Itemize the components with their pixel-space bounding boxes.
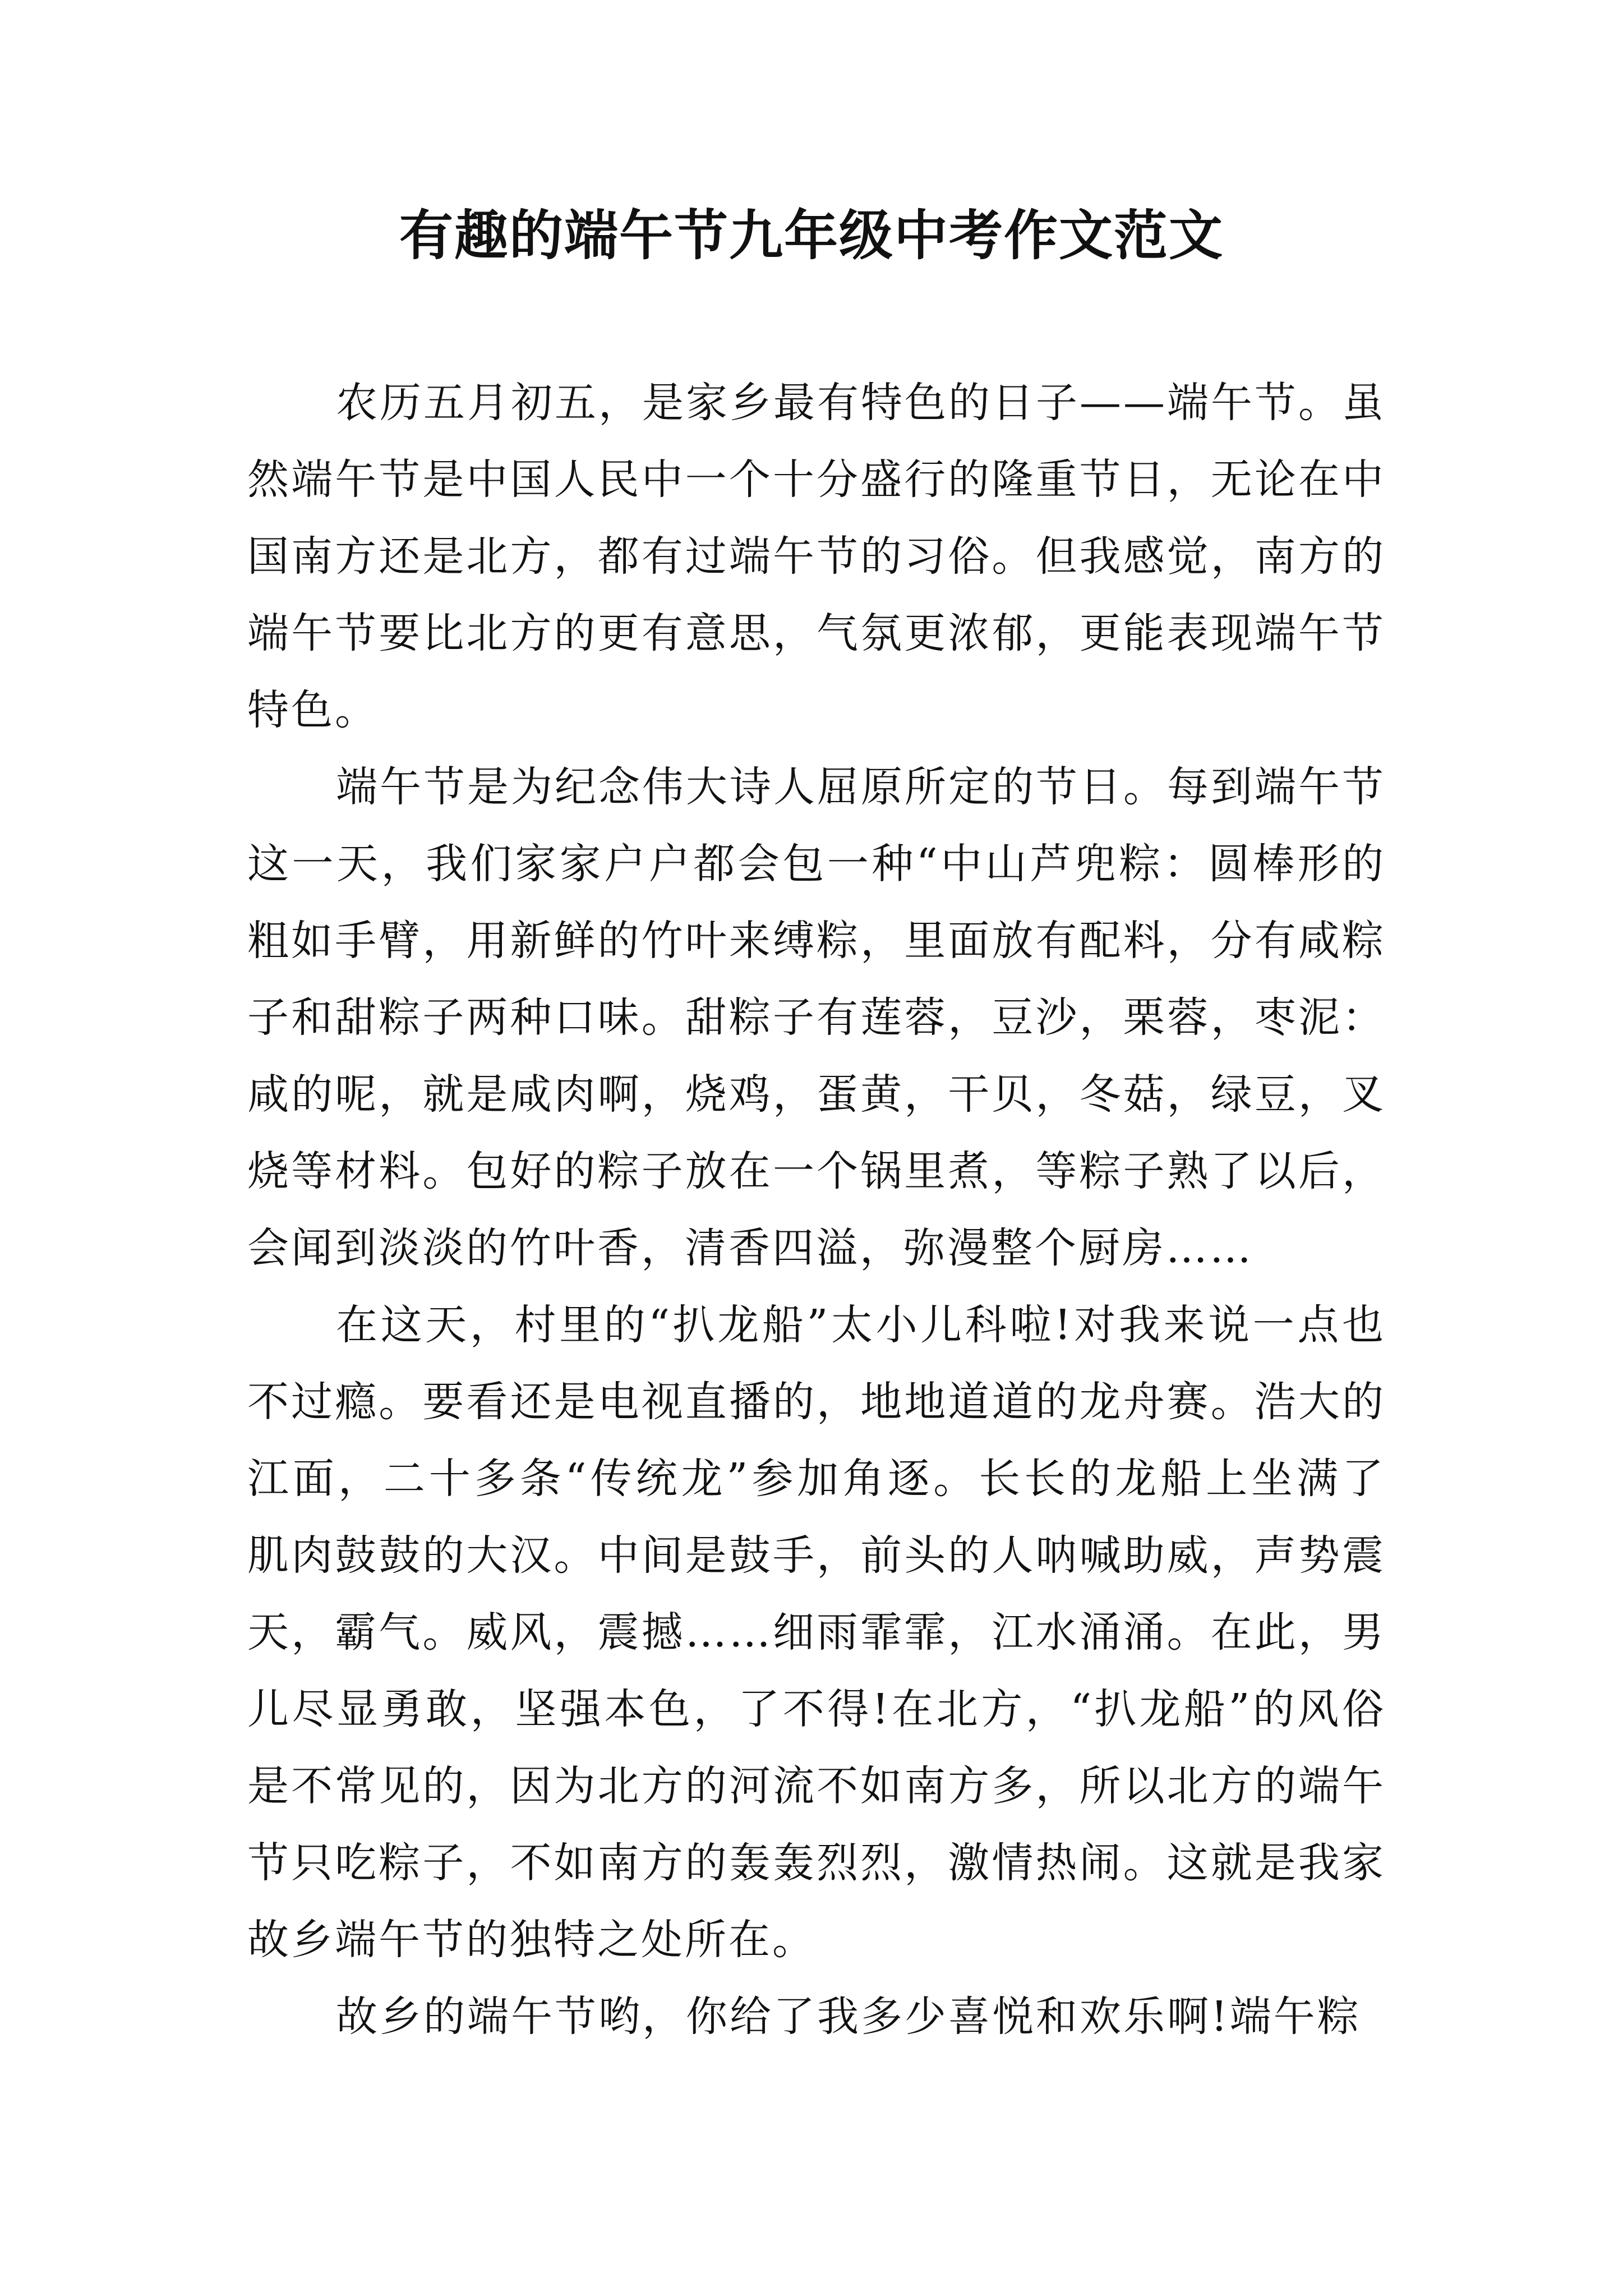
document-body [247, 365, 1386, 2055]
paragraph-1: 农历五月初五，是家乡最有特色的日子——端午节。虽然端午节是中国人民中一个十分盛行的隆重节日，无论在中国南方还是北方，都有过端午节的习俗。但我感觉，南方的端午节要比北方的更有意思，气氛更浓郁，更能表现端午节特色。 [247, 379, 1386, 734]
paragraph-3: 在这天，村里的“扒龙船”太小儿科啦!对我来说一点也不过瘾。要看还是电视直播的，地地道道的龙舟赛。浩大的江面，二十多条“传统龙”参加角逐。长长的龙船上坐满了肌肉鼓鼓的大汉。中间是鼓手，前头的人呐喊助威，声势震天，霸气。威风，震撼……细雨霏霏，江水涌涌。在此，男儿尽显勇敢，坚强本色，了不得!在北方，“扒龙船”的风俗是不常见的，因为北方的河流不如南方多，所以北方的端午节只吃粽子，不如南方的轰轰烈烈，激情热闹。这就是我家故乡端午节的独特之处所在。 [247, 1301, 1386, 1964]
paragraph-4: 故乡的端午节哟，你给了我多少喜悦和欢乐啊!端午粽 [336, 1993, 1361, 2041]
document-title: 有趣的端午节九年级中考作文范文 [399, 204, 1224, 267]
paragraph-2: 端午节是为纪念伟大诗人屈原所定的节日。每到端午节这一天，我们家家户户都会包一种“中山芦兜粽：圆棒形的粗如手臂，用新鲜的竹叶来缚粽，里面放有配料，分有咸粽子和甜粽子两种口味。甜粽子有莲蓉，豆沙，栗蓉，枣泥：咸的呢，就是咸肉啊，烧鸡，蛋黄，干贝，冬菇，绿豆，叉烧等材料。包好的粽子放在一个锅里煮，等粽子熟了以后，会闻到淡淡的竹叶香，清香四溢，弥漫整个厨房…… [247, 763, 1386, 1272]
